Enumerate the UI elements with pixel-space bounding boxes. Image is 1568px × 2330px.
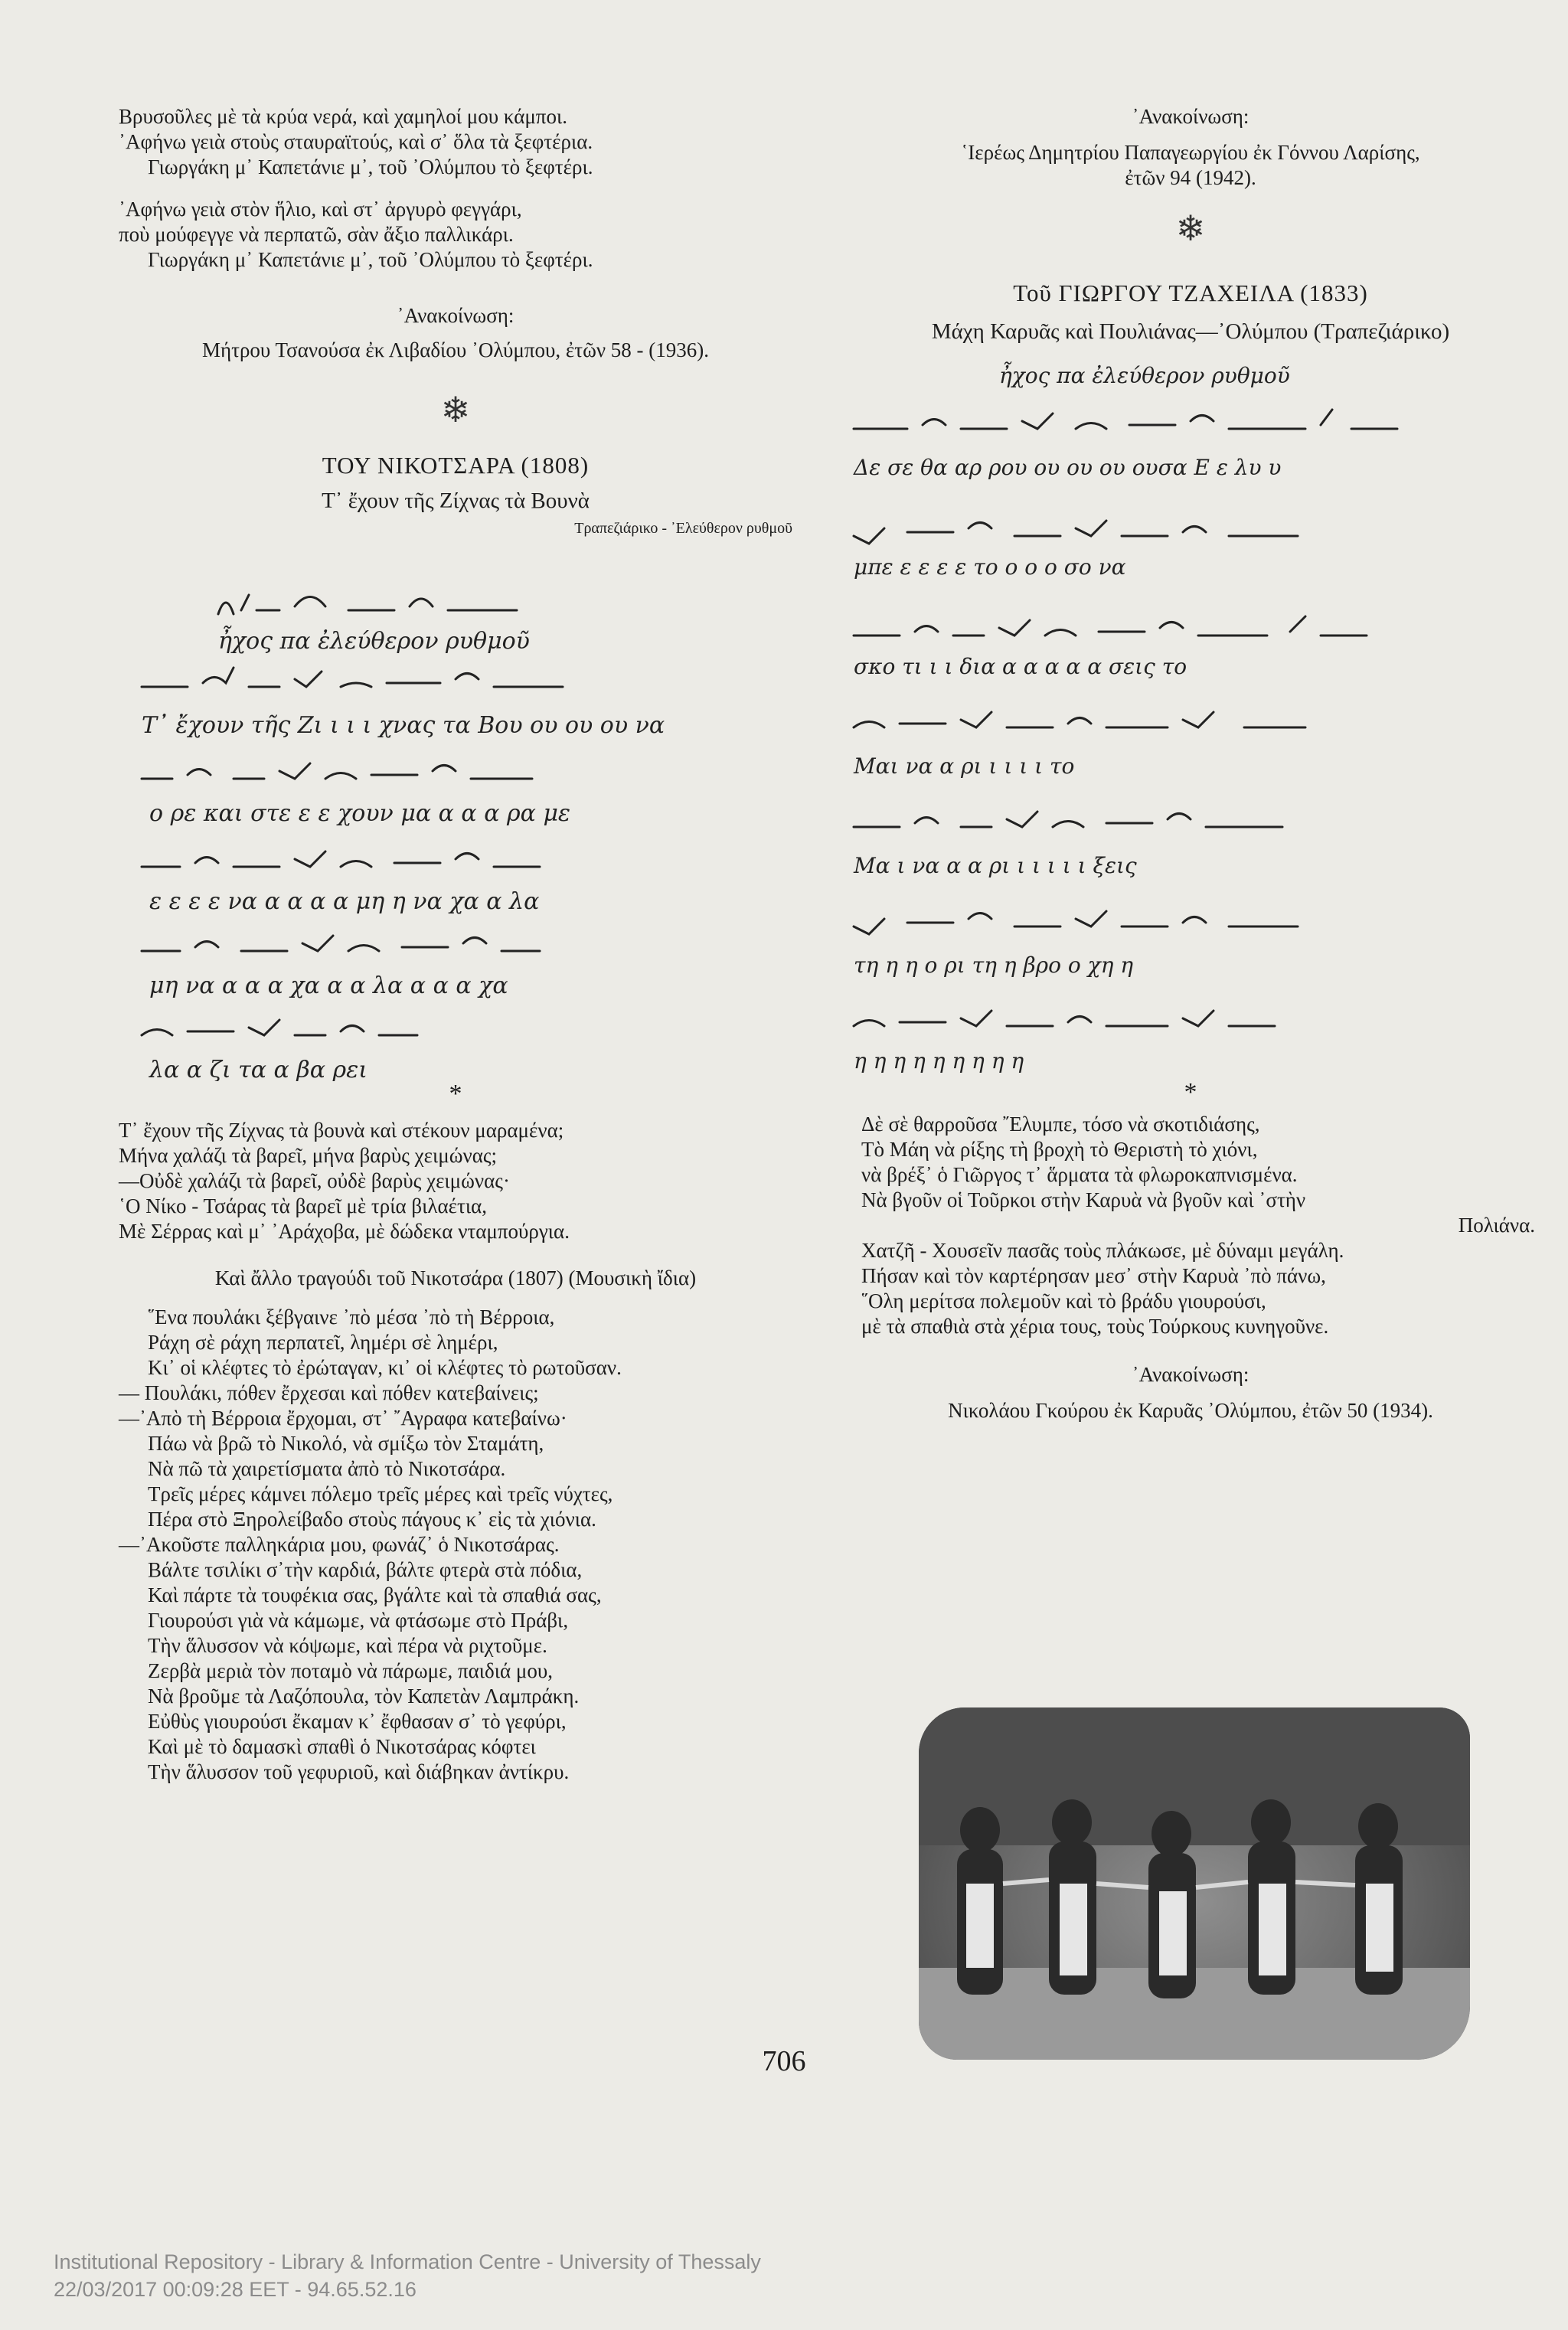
byzantine-music-score: [846, 345, 1535, 1080]
song-subtitle: Τ᾿ ἔχουν τῆς Ζίχνας τὰ Βουνὰ: [322, 489, 590, 513]
poem-line: Τὴν ἅλυσσον τοῦ γεφυριοῦ, καὶ διάβηκαν ἀντίκρυ.: [148, 1760, 570, 1783]
poem-line: Γιουρούσι γιὰ νὰ κάμωμε, νὰ φτάσωμε στὸ Πράβι,: [148, 1609, 569, 1632]
poem-line: Πέρα στὸ Ξηρολείβαδο στοὺς πάγους κ᾿ εἰς τὰ χιόνια.: [148, 1508, 596, 1531]
verse-line: ᾿Αφήνω γειὰ στοὺς σταυραϊτούς, καὶ σ᾿ ὅλα τὰ ξεφτέρια.: [119, 130, 593, 153]
right-column: [846, 104, 1535, 1423]
verse-line: Βρυσοῦλες μὲ τὰ κρύα νερά, καὶ χαμηλοί μου κάμποι.: [119, 105, 567, 128]
repository-footer: [54, 2248, 761, 2303]
stanza-line: Δὲ σὲ θαρροῦσα ῎Ελυμπε, τόσο νὰ σκοτιδιάσης,: [861, 1113, 1260, 1136]
poem-line: —᾿Ακοῦστε παλληκάρια μου, φωνάζ᾿ ὁ Νικοτσάρας.: [119, 1533, 560, 1556]
announcement-text: Νικολάου Γκούρου ἐκ Καρυᾶς ᾿Ολύμπου, ἐτῶν 50 (1934).: [948, 1399, 1433, 1422]
section-divider-star: *: [449, 1080, 462, 1108]
svg-text:Δε σε θα αρ ρου ου ου ου ουσα: Δε σε θα αρ ρου ου ου ου ουσα Ε ε λυ υ: [854, 455, 1282, 480]
stanza-line: Μὲ Σέρρας καὶ μ᾿ ᾿Αράχοβα, μὲ δώδεκα νταμπούργια.: [119, 1220, 570, 1243]
poem-line: Εὐθὺς γιουρούσι ἔκαμαν κ᾿ ἔφθασαν σ᾿ τὸ γεφύρι,: [148, 1710, 567, 1733]
verse-line: Γιωργάκη μ᾿ Καπετάνιε μ᾿, τοῦ ᾿Ολύμπου τὸ ξεφτέρι.: [148, 248, 593, 271]
verse-line: ᾿Αφήνω γειὰ στὸν ἥλιο, καὶ στ᾿ ἀργυρὸ φεγγάρι,: [119, 198, 522, 221]
announcement-label: ᾿Ανακοίνωση:: [1132, 105, 1250, 128]
poem-line: Καὶ μὲ τὸ δαμασκὶ σπαθὶ ὁ Νικοτσάρας κόφτει: [148, 1735, 536, 1758]
svg-text:Τ᾿ ἔχουν τῆς Ζι ι ι ι χνας τα: Τ᾿ ἔχουν τῆς Ζι ι ι ι χνας τα Βου ου ου ου να: [142, 712, 665, 739]
svg-text:σκο τι ι ι δια α α α α α σεις: σκο τι ι ι δια α α α α α σεις το: [854, 654, 1187, 679]
announcement-text: ῾Ιερέως Δημητρίου Παπαγεωργίου ἐκ Γόννου Λαρίσης,: [961, 141, 1420, 164]
poem-line: — Πουλάκι, πόθεν ἔρχεσαι καὶ πόθεν κατεβαίνεις;: [119, 1381, 539, 1404]
poem-line: Πάω νὰ βρῶ τὸ Νικολό, νὰ σμίξω τὸν Σταμάτη,: [148, 1432, 544, 1455]
song-title: ΤΟΥ ΝΙΚΟΤΣΑΡΑ (1808): [322, 452, 590, 479]
announcement-text: ἐτῶν 94 (1942).: [1125, 166, 1256, 189]
stanza-line: Μήνα χαλάζι τὰ βαρεῖ, μήνα βαρὺς χειμώνας;: [119, 1144, 498, 1167]
stanza-line: μὲ τὰ σπαθιὰ στὰ χέρια τους, τοὺς Τούρκους κυνηγοῦνε.: [861, 1315, 1329, 1338]
svg-text:τη η η ο ρι τη η βρο ο χη η: τη η η ο ρι τη η βρο ο χη η: [854, 953, 1134, 978]
stanza-line: Τ᾿ ἔχουν τῆς Ζίχνας τὰ βουνὰ καὶ στέκουν μαραμένα;: [119, 1119, 564, 1142]
svg-text:Μα ι να α α ρι ι ι ι ι ι ξεις: Μα ι να α α ρι ι ι ι ι ι ξεις: [854, 853, 1137, 878]
svg-text:ἦχος πα ἐλεύθερον ρυθμοῦ: ἦχος πα ἐλεύθερον ρυθμοῦ: [218, 628, 530, 655]
snowflake-ornament: ❄: [440, 391, 471, 430]
stanza-line: ῞Ολη μερίτσα πολεμοῦν καὶ τὸ βράδυ γιουρούσι,: [861, 1289, 1266, 1312]
stanza-line: Πολιάνα.: [1458, 1214, 1535, 1237]
poem-line: Ζερβὰ μεριὰ τὸν ποταμὸ νὰ πάρωμε, παιδιά μου,: [148, 1659, 554, 1682]
snowflake-ornament: ❄: [1175, 209, 1206, 248]
poem-line: Τὴν ἅλυσσον νὰ κόψωμε, καὶ πέρα νὰ ριχτοῦμε.: [148, 1634, 547, 1657]
poem-line: Ράχη σὲ ράχη περπατεῖ, λημέρι σὲ λημέρι,: [148, 1331, 498, 1354]
stanza: [846, 1112, 1535, 1339]
svg-text:η η η η η η η η η: η η η η η η η η η: [854, 1048, 1024, 1073]
announcement-label: ᾿Ανακοίνωση:: [1132, 1363, 1250, 1386]
poem-line: Τρεῖς μέρες κάμνει πόλεμο τρεῖς μέρες καὶ τρεῖς νύχτες,: [148, 1482, 613, 1505]
stanza-line: νὰ βρέξ᾿ ὁ Γιῶργος τ᾿ ἅρματα τὰ φλωροκαπνισμένα.: [861, 1163, 1298, 1186]
announcement-label: ᾿Ανακοίνωση:: [397, 304, 514, 327]
verse-line: ποὺ μούφεγγε νὰ περπατῶ, σὰν ἄξιο παλλικάρι.: [119, 223, 514, 246]
verse-line: Γιωργάκη μ᾿ Καπετάνιε μ᾿, τοῦ ᾿Ολύμπου τὸ ξεφτέρι.: [148, 155, 593, 178]
poem-line: Νὰ πῶ τὰ χαιρετίσματα ἀπὸ τὸ Νικοτσάρα.: [148, 1457, 506, 1480]
footer-line: Institutional Repository - Library & Information Centre - University of Thessaly: [54, 2250, 761, 2273]
song-subtitle: Μάχη Καρυᾶς καὶ Πουλιάνας—᾿Ολύμπου (Τραπεζιάρικο): [931, 319, 1450, 344]
poem-line: ῞Ενα πουλάκι ξέβγαινε ᾿πὸ μέσα ᾿πὸ τὴ Βέρροια,: [148, 1306, 555, 1328]
stanza-line: Τὸ Μάη νὰ ρίξης τὴ βροχὴ τὸ Θεριστὴ τὸ χιόνι,: [861, 1138, 1258, 1161]
footer-line: 22/03/2017 00:09:28 EET - 94.65.52.16: [54, 2278, 416, 2301]
stanza-line: ῾Ο Νίκο - Τσάρας τὰ βαρεῖ μὲ τρία βιλαέτια,: [119, 1194, 488, 1217]
song-rhythm: Τραπεζιάρικο - ᾿Ελεύθερον ρυθμοῦ: [574, 520, 792, 537]
announcement-text: Μήτρου Τσανούσα ἐκ Λιβαδίου ᾿Ολύμπου, ἐτῶν 58 - (1936).: [201, 338, 710, 361]
svg-text:μπε ε ε ε ε το ο ο ο σο να: μπε ε ε ε ε το ο ο ο σο να: [854, 554, 1126, 580]
poem-line: Κι᾿ οἱ κλέφτες τὸ ἐρώταγαν, κι᾿ οἱ κλέφτες τὸ ρωτοῦσαν.: [148, 1356, 622, 1379]
svg-text:ἦχος πα ἐλεύθερον ρυθμοῦ: ἦχος πα ἐλεύθερον ρυθμοῦ: [999, 363, 1290, 388]
poem-line: Καὶ πάρτε τὰ τουφέκια σας, βγάλτε καὶ τὰ σπαθιά σας,: [148, 1583, 602, 1606]
stanza-line: Χατζῆ - Χουσεῖν πασᾶς τοὺς πλάκωσε, μὲ δύναμι μεγάλη.: [861, 1239, 1344, 1262]
poem-line: Νὰ βροῦμε τὰ Λαζόπουλα, τὸν Καπετὰν Λαμπράκη.: [148, 1685, 580, 1707]
stanza-line: —Οὐδὲ χαλάζι τὰ βαρεῖ, οὐδὲ βαρὺς χειμώνας·: [119, 1169, 510, 1192]
poem-line: —᾿Απὸ τὴ Βέρροια ἔρχομαι, στ᾿ ῎Αγραφα κατεβαίνω·: [119, 1407, 567, 1430]
stanza-line: Νὰ βγοῦν οἱ Τοῦρκοι στὴν Καρυὰ νὰ βγοῦν καὶ ᾿στὴν: [861, 1188, 1306, 1211]
poem: [119, 1305, 792, 1785]
song-title: Τοῦ ΓΙΩΡΓΟΥ ΤΖΑΧΕΙΛΑ (1833): [1013, 279, 1368, 306]
page-number: 706: [762, 2045, 806, 2077]
stanza-line: Πήσαν καὶ τὸν καρτέρησαν μεσ᾿ στὴν Καρυὰ ᾿πὸ πάνω,: [861, 1264, 1326, 1287]
left-column: [119, 104, 792, 1785]
svg-text:ε ε ε ε να α α α α μη η να χα: ε ε ε ε να α α α α μη η να χα α λα: [149, 888, 540, 915]
svg-text:λα α ζι τα α βα ρει: λα α ζι τα α βα ρει: [149, 1057, 368, 1081]
svg-text:μη να α α α χα α α λα α α α χα: μη να α α α χα α α λα α α α χα: [149, 972, 508, 999]
dancers-photograph: [919, 1707, 1470, 2060]
poem-line: Βάλτε τσιλίκι σ᾿τὴν καρδιά, βάλτε φτερὰ στὰ πόδια,: [148, 1558, 583, 1581]
other-song-title: Καὶ ἄλλο τραγούδι τοῦ Νικοτσάρα (1807) (Μουσικὴ ἴδια): [214, 1266, 697, 1289]
byzantine-music-score: [119, 538, 792, 1081]
svg-text:Μαι να α ρι ι ι ι ι το: Μαι να α ρι ι ι ι ι το: [854, 753, 1075, 779]
section-divider-star: *: [1184, 1078, 1197, 1106]
svg-text:ο ρε και στε ε ε χουν μα α α α: ο ρε και στε ε ε χουν μα α α α ρα με: [149, 800, 571, 827]
